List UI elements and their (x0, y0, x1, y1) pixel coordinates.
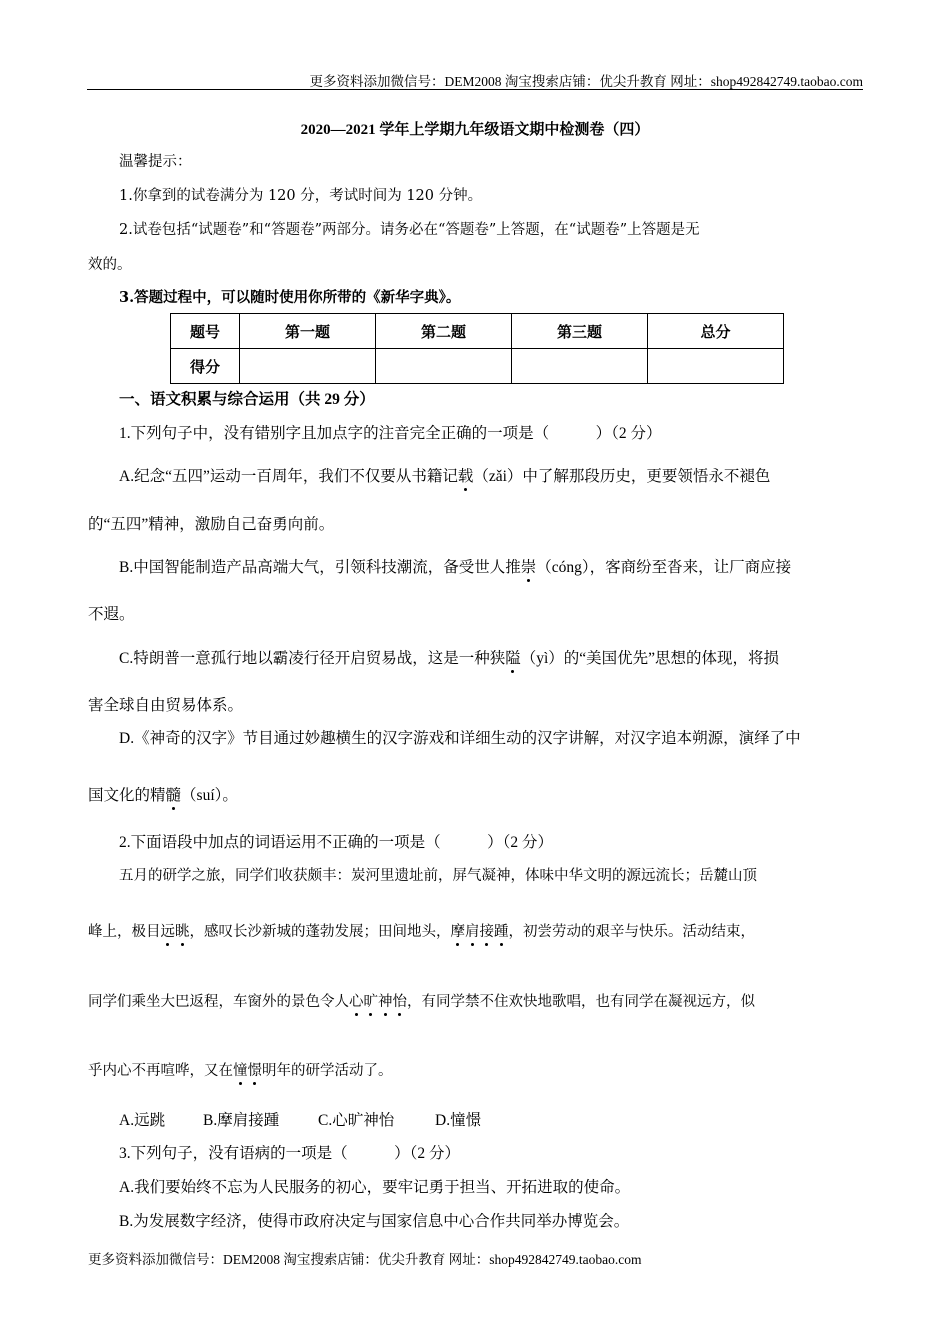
table-header-cell: 题号 (171, 314, 240, 349)
q1-d-text: 国文化的精 (88, 787, 166, 804)
q1-d-text-rest: （suí）。 (181, 787, 238, 804)
q1-option-d-line2 (88, 783, 238, 805)
q1-stem: 1.下列句子中，没有错别字且加点字的注音完全正确的一项是（ ）（2 分） (119, 425, 662, 442)
tips-heading: 温馨提示： (119, 154, 192, 170)
page-header: 更多资料添加微信号：DEM2008 淘宝搜索店铺：优尖升教育 网址：shop492842749.taobao.com (309, 74, 863, 89)
dotted-char: 心 (349, 990, 364, 1011)
passage-text: ，感叹长沙新城的蓬勃发展；田间地头， (189, 924, 451, 940)
dotted-char: 髓 (166, 783, 182, 805)
q1-c-text: C.特朗普一意孤行地以霸凌行径开启贸易战，这是一种狭 (119, 650, 506, 667)
dotted-char: 隘 (505, 646, 521, 668)
q2-passage-line1: 五月的研学之旅，同学们收获颇丰：炭河里遗址前，屏气凝神，体味中华文明的源远流长；岳麓山顶 (119, 868, 757, 884)
dotted-char: 载 (458, 464, 474, 486)
q1-a-text: A.纪念“五四”运动一百周年，我们不仅要从书籍记 (119, 468, 458, 485)
q1-a-text-rest: （zǎi）中了解那段历史，更要领悟永不褪色 (473, 468, 771, 485)
passage-text: 乎内心不再喧哗，又在 (88, 1063, 233, 1079)
tip-3: 3.答题过程中，可以随时使用你所带的《新华字典》。 (119, 289, 461, 306)
dotted-char: 怡 (393, 990, 408, 1011)
score-cell-q2 (376, 349, 512, 384)
q1-option-b (119, 555, 791, 577)
dotted-char: 神 (378, 990, 393, 1011)
tip-2-line2: 效的。 (88, 257, 132, 273)
score-table (170, 313, 784, 384)
table-header-cell: 总分 (648, 314, 784, 349)
q1-b-text: B.中国智能制造产品高端大气，引领科技潮流，备受世人推 (119, 559, 521, 576)
passage-text: ，初尝劳动的艰辛与快乐。活动结束， (508, 924, 755, 940)
dotted-char: 摩 (451, 920, 466, 941)
exam-title: 2020—2021 学年上学期九年级语文期中检测卷（四） (300, 122, 650, 138)
q1-option-c-line2: 害全球自由贸易体系。 (88, 697, 244, 714)
dotted-char: 踵 (494, 920, 509, 941)
table-row-label: 得分 (171, 349, 240, 384)
q1-option-a (119, 464, 770, 486)
passage-text: 峰上，极目 (88, 924, 161, 940)
dotted-char: 旷 (364, 990, 379, 1011)
q1-option-d: D.《神奇的汉字》节目通过妙趣横生的汉字游戏和详细生动的汉字讲解，对汉字追本朔源，演绎了中 (119, 730, 801, 747)
q2-option-c: C.心旷神怡 (318, 1112, 395, 1129)
dotted-char: 崇 (521, 555, 537, 577)
tip-2-line1: 2.试卷包括“试题卷”和“答题卷”两部分。请务必在“答题卷”上答题，在“试题卷”上答题是无 (119, 222, 700, 238)
q1-option-c (119, 646, 779, 668)
score-table-header-row (171, 314, 784, 349)
dotted-char: 远 (161, 920, 176, 941)
passage-text: 同学们乘坐大巴返程，车窗外的景色令人 (88, 994, 349, 1010)
dotted-char: 憬 (248, 1059, 263, 1080)
q1-option-a-line2: 的“五四”精神，激励自己奋勇向前。 (88, 516, 335, 533)
table-header-cell: 第二题 (376, 314, 512, 349)
score-cell-q1 (240, 349, 376, 384)
dotted-char: 肩 (465, 920, 480, 941)
table-header-cell: 第一题 (240, 314, 376, 349)
score-cell-total (648, 349, 784, 384)
q1-option-b-line2: 不遐。 (88, 606, 135, 623)
score-cell-q3 (512, 349, 648, 384)
score-table-score-row (171, 349, 784, 384)
q1-c-text-rest: （yì）的“美国优先”思想的体现，将损 (520, 650, 780, 667)
q2-option-d: D.憧憬 (435, 1112, 482, 1129)
q2-option-a: A.远跳 (119, 1112, 166, 1129)
passage-text: ，有同学禁不住欢快地歌唱，也有同学在凝视远方，似 (407, 994, 755, 1010)
page-footer: 更多资料添加微信号：DEM2008 淘宝搜索店铺：优尖升教育 网址：shop492842749.taobao.com (88, 1252, 642, 1267)
q3-stem: 3.下列句子，没有语病的一项是（ ）（2 分） (119, 1145, 461, 1162)
q3-option-a: A.我们要始终不忘为人民服务的初心，要牢记勇于担当、开拓进取的使命。 (119, 1179, 631, 1196)
passage-text: 明年的研学活动了。 (262, 1063, 393, 1079)
q2-stem: 2.下面语段中加点的词语运用不正确的一项是（ ）（2 分） (119, 834, 554, 851)
q3-option-b: B.为发展数字经济，使得市政府决定与国家信息中心合作共同举办博览会。 (119, 1213, 630, 1230)
q1-b-text-rest: （cóng），客商纷至沓来，让厂商应接 (536, 559, 792, 576)
dotted-char: 眺 (175, 920, 190, 941)
q2-passage-line3 (88, 990, 755, 1011)
dotted-char: 憧 (233, 1059, 248, 1080)
tip-1: 1.你拿到的试卷满分为 120 分，考试时间为 120 分钟。 (119, 188, 483, 204)
header-divider (87, 89, 863, 90)
table-header-cell: 第三题 (512, 314, 648, 349)
q2-passage-line2 (88, 920, 755, 941)
section-1-heading: 一、语文积累与综合运用（共 29 分） (119, 391, 375, 408)
q2-option-b: B.摩肩接踵 (203, 1112, 280, 1129)
dotted-char: 接 (480, 920, 495, 941)
q2-passage-line4 (88, 1059, 393, 1080)
